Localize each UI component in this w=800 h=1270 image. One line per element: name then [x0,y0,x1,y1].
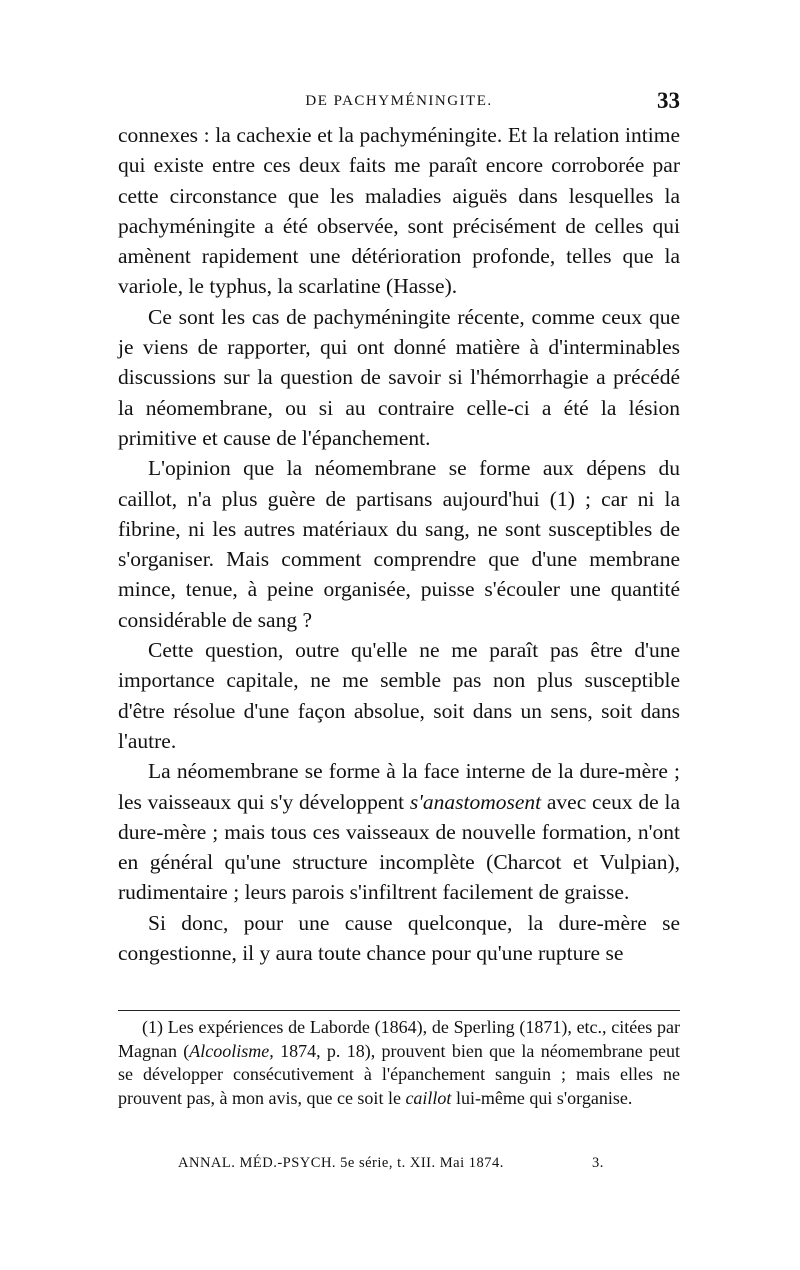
footnotes [118,1016,680,1110]
paragraph-4: Cette question, outre qu'elle ne me paraît pas être d'une importance capitale, ne me semble pas non plus susceptible d'être résolue d'une façon absolue, soit dans un sens, soit dans l'autre. [118,638,680,753]
footnote-1 [118,1016,680,1110]
footnote-italic-1: Alcoolisme, [189,1040,274,1061]
footnote-text-b: 1874, p. 18), prouvent bien que la néomembrane peut se développer consécutivement à l'épanchement sanguin ; mais elles ne prouvent pas, à mon avis, que ce soit le [118,1040,680,1108]
paragraph-5-text-a: La néomembrane se forme à la face interne de la dure-mère ; les vaisseaux qui s'y développent [118,759,680,814]
paragraph-5-text-b: avec ceux de la dure-mère ; mais tous ces vaisseaux de nouvelle formation, n'ont en général qu'une structure incomplète (Charcot et Vulpian), rudimentaire ; leurs parois s'infiltrent facilement de graisse. [118,789,680,905]
paragraph-2: Ce sont les cas de pachyméningite récente, comme ceux que je viens de rapporter, qui ont donné matière à d'interminables discussions sur la question de savoir si l'hémorrhagie a précédé la néomembrane, ou si au contraire celle-ci a été la lésion primitive et cause de l'épanchement. [118,304,680,450]
footnote-text-a: (1) Les expériences de Laborde (1864), de Sperling (1871), etc., citées par Magnan ( [118,1017,680,1061]
main-text [118,120,680,968]
page-number: 33 [657,88,680,113]
paragraph-5 [118,756,680,907]
paragraph-1: connexes : la cachexie et la pachyméningite. Et la relation intime qui existe entre ces deux faits me paraît encore corroborée par cette circonstance que les maladies aiguës dans lesquelles la pachyméningite a été observée, sont précisément de celles qui amènent rapidement une détérioration profonde, telles que la variole, le typhus, la scarlatine (Hasse). [118,123,680,299]
journal-signature: ANNAL. MÉD.-PSYCH. 5e série, t. XII. Mai 1874. [178,1155,504,1171]
running-title: DE PACHYMÉNINGITE. [305,93,493,109]
paragraph-3: L'opinion que la néomembrane se forme aux dépens du caillot, n'a plus guère de partisans aujourd'hui (1) ; car ni la fibrine, ni les autres matériaux du sang, ne sont susceptibles de s'organiser. Mais comment comprendre que d'une membrane mince, tenue, à peine organisée, puisse s'écouler une quantité considérable de sang ? [118,456,680,632]
paragraph-5-italic: s'anastomosent [409,789,542,814]
footnote-italic-2: caillot [405,1087,452,1108]
gathering-mark: 3. [592,1155,604,1171]
footnote-rule [118,1010,680,1011]
footnote-text-c: lui-même qui s'organise. [451,1087,633,1108]
paragraph-6: Si donc, pour une cause quelconque, la dure-mère se congestionne, il y aura toute chance pour qu'une rupture se [118,910,680,966]
page-header [118,88,680,117]
